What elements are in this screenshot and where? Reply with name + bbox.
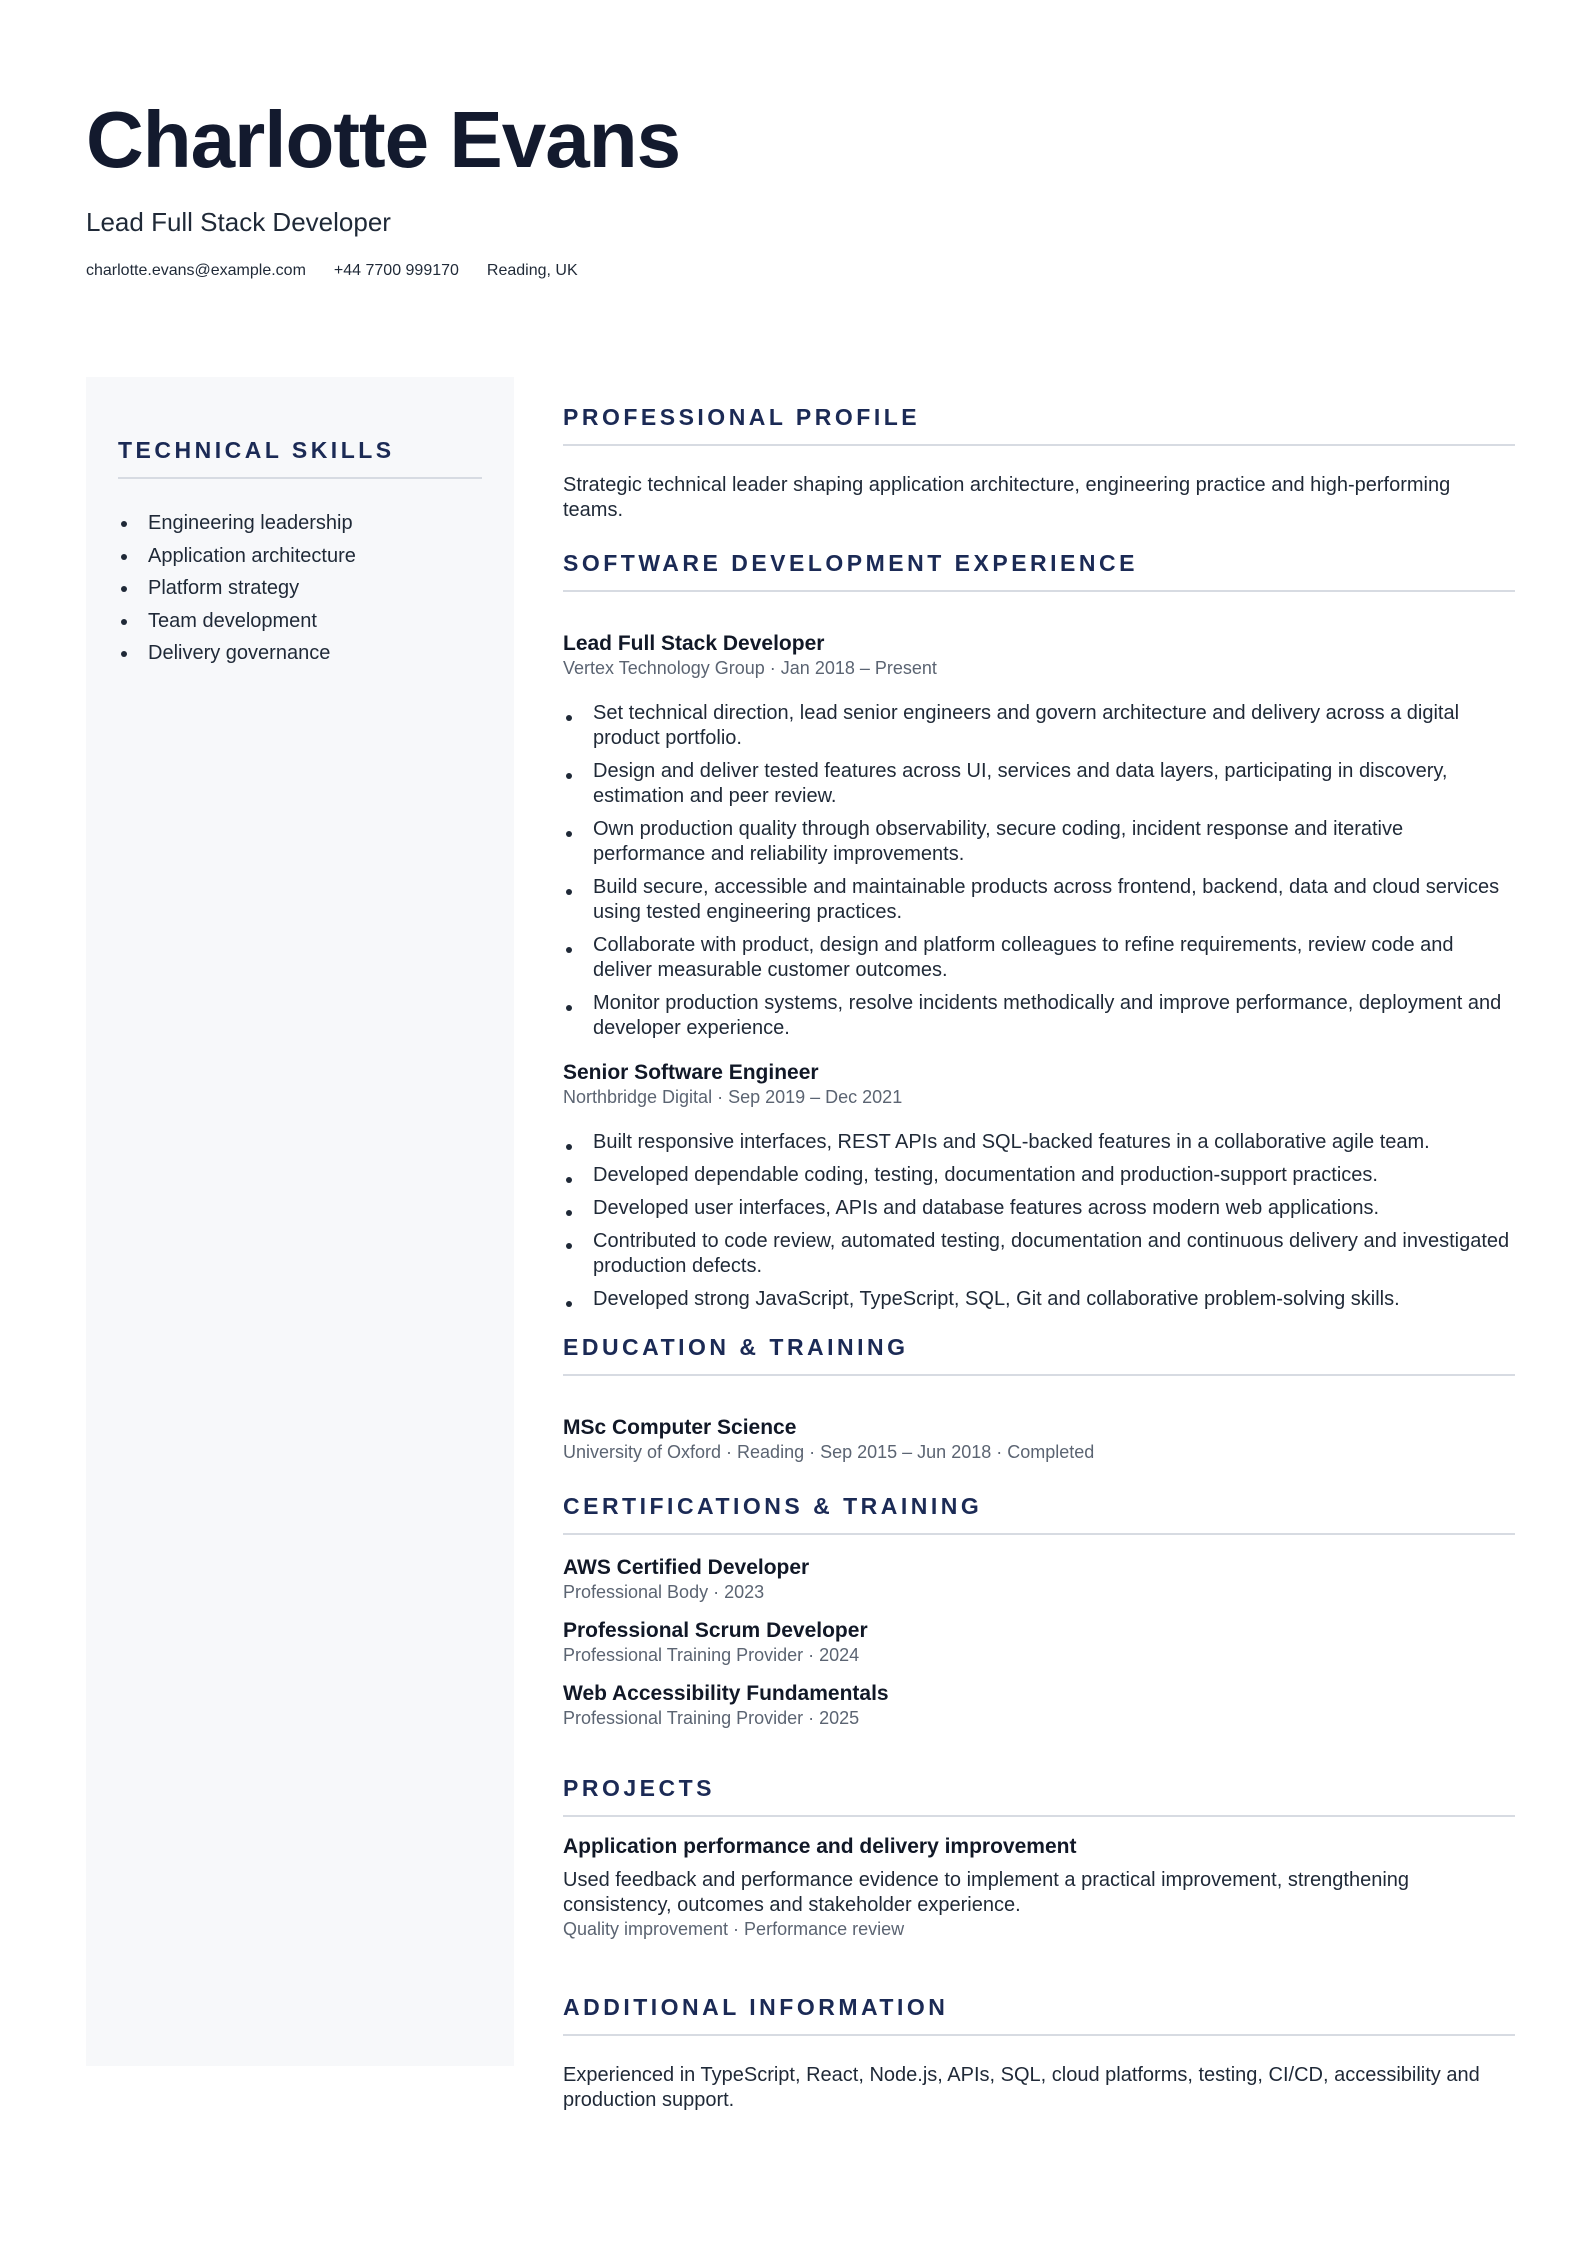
project-tags: Quality improvement · Performance review bbox=[563, 1919, 905, 1939]
projects-heading: PROJECTS bbox=[563, 1773, 1515, 1817]
additional-text: Experienced in TypeScript, React, Node.js, APIs, SQL, cloud platforms, testing, CI/CD, accessibility and production support. bbox=[563, 2064, 1480, 2111]
job-bullet: Built responsive interfaces, REST APIs and SQL-backed features in a collaborative agile team. bbox=[563, 1130, 1515, 1155]
job-bullet: Collaborate with product, design and platform colleagues to refine requirements, review code and deliver measurable customer outcomes. bbox=[563, 933, 1515, 983]
certifications-section bbox=[563, 1491, 1515, 1729]
skill-item: Platform strategy bbox=[118, 572, 482, 605]
job-meta: Vertex Technology Group · Jan 2018 – Present bbox=[563, 658, 937, 678]
contact-row bbox=[86, 260, 1506, 282]
skill-item: Delivery governance bbox=[118, 637, 482, 670]
job-bullet: Developed user interfaces, APIs and database features across modern web applications. bbox=[563, 1196, 1515, 1221]
skills-list bbox=[118, 507, 482, 670]
certification-title: AWS Certified Developer bbox=[563, 1556, 810, 1579]
education-heading: EDUCATION & TRAINING bbox=[563, 1332, 1515, 1376]
job-entry bbox=[563, 631, 1515, 1041]
project-description: Used feedback and performance evidence to implement a practical improvement, strengthening consistency, outcomes and stakeholder experience. bbox=[563, 1869, 1410, 1916]
job-bullet: Contributed to code review, automated testing, documentation and continuous delivery and investigated production defects. bbox=[563, 1229, 1515, 1279]
resume-header bbox=[86, 92, 1506, 282]
job-bullet: Set technical direction, lead senior engineers and govern architecture and delivery across a digital product portfolio. bbox=[563, 701, 1515, 751]
education-entry bbox=[563, 1415, 1515, 1463]
job-bullet: Design and deliver tested features across UI, services and data layers, participating in discovery, estimation and peer review. bbox=[563, 759, 1515, 809]
certification-entry bbox=[563, 1681, 1515, 1729]
profile-text: Strategic technical leader shaping application architecture, engineering practice and high-performing teams. bbox=[563, 474, 1451, 521]
job-bullet: Monitor production systems, resolve incidents methodically and improve performance, deployment and developer experience. bbox=[563, 991, 1515, 1041]
additional-section bbox=[563, 1992, 1515, 2113]
profile-heading: PROFESSIONAL PROFILE bbox=[563, 402, 1515, 446]
certifications-heading: CERTIFICATIONS & TRAINING bbox=[563, 1491, 1515, 1535]
certification-title: Web Accessibility Fundamentals bbox=[563, 1682, 889, 1705]
main-content bbox=[563, 402, 1515, 2113]
job-bullets bbox=[563, 1130, 1515, 1312]
certification-entry bbox=[563, 1618, 1515, 1666]
job-entry bbox=[563, 1060, 1515, 1312]
sidebar bbox=[86, 377, 514, 2066]
job-title: Senior Software Engineer bbox=[563, 1061, 819, 1084]
education-section bbox=[563, 1332, 1515, 1463]
education-title: MSc Computer Science bbox=[563, 1416, 797, 1439]
skill-item: Application architecture bbox=[118, 540, 482, 573]
projects-section bbox=[563, 1773, 1515, 1940]
job-bullet: Build secure, accessible and maintainable products across frontend, backend, data and cloud services using tested engineering practices. bbox=[563, 875, 1515, 925]
skill-item: Team development bbox=[118, 605, 482, 638]
project-title: Application performance and delivery improvement bbox=[563, 1835, 1077, 1858]
job-title: Lead Full Stack Developer bbox=[563, 632, 825, 655]
experience-heading: SOFTWARE DEVELOPMENT EXPERIENCE bbox=[563, 548, 1515, 592]
certification-meta: Professional Training Provider · 2025 bbox=[563, 1708, 860, 1728]
additional-heading: ADDITIONAL INFORMATION bbox=[563, 1992, 1515, 2036]
candidate-name: Charlotte Evans bbox=[86, 95, 681, 184]
certification-entry bbox=[563, 1555, 1515, 1603]
contact-email[interactable]: charlotte.evans@example.com bbox=[86, 262, 306, 279]
job-bullets bbox=[563, 701, 1515, 1041]
experience-section bbox=[563, 548, 1515, 1312]
job-bullet: Developed strong JavaScript, TypeScript, SQL, Git and collaborative problem-solving skills. bbox=[563, 1287, 1515, 1312]
skills-heading: TECHNICAL SKILLS bbox=[118, 435, 482, 479]
certification-meta: Professional Training Provider · 2024 bbox=[563, 1645, 860, 1665]
job-meta: Northbridge Digital · Sep 2019 – Dec 2021 bbox=[563, 1087, 903, 1107]
certification-meta: Professional Body · 2023 bbox=[563, 1582, 765, 1602]
contact-location: Reading, UK bbox=[486, 262, 578, 279]
skill-item: Engineering leadership bbox=[118, 507, 482, 540]
profile-section bbox=[563, 402, 1515, 523]
certification-title: Professional Scrum Developer bbox=[563, 1619, 868, 1642]
project-entry bbox=[563, 1834, 1515, 1940]
candidate-role: Lead Full Stack Developer bbox=[86, 207, 391, 237]
education-meta: University of Oxford · Reading · Sep 2015 – Jun 2018 · Completed bbox=[563, 1442, 1095, 1462]
job-bullet: Own production quality through observability, secure coding, incident response and iterative performance and reliability improvements. bbox=[563, 817, 1515, 867]
contact-phone[interactable]: +44 7700 999170 bbox=[333, 262, 459, 279]
job-bullet: Developed dependable coding, testing, documentation and production-support practices. bbox=[563, 1163, 1515, 1188]
